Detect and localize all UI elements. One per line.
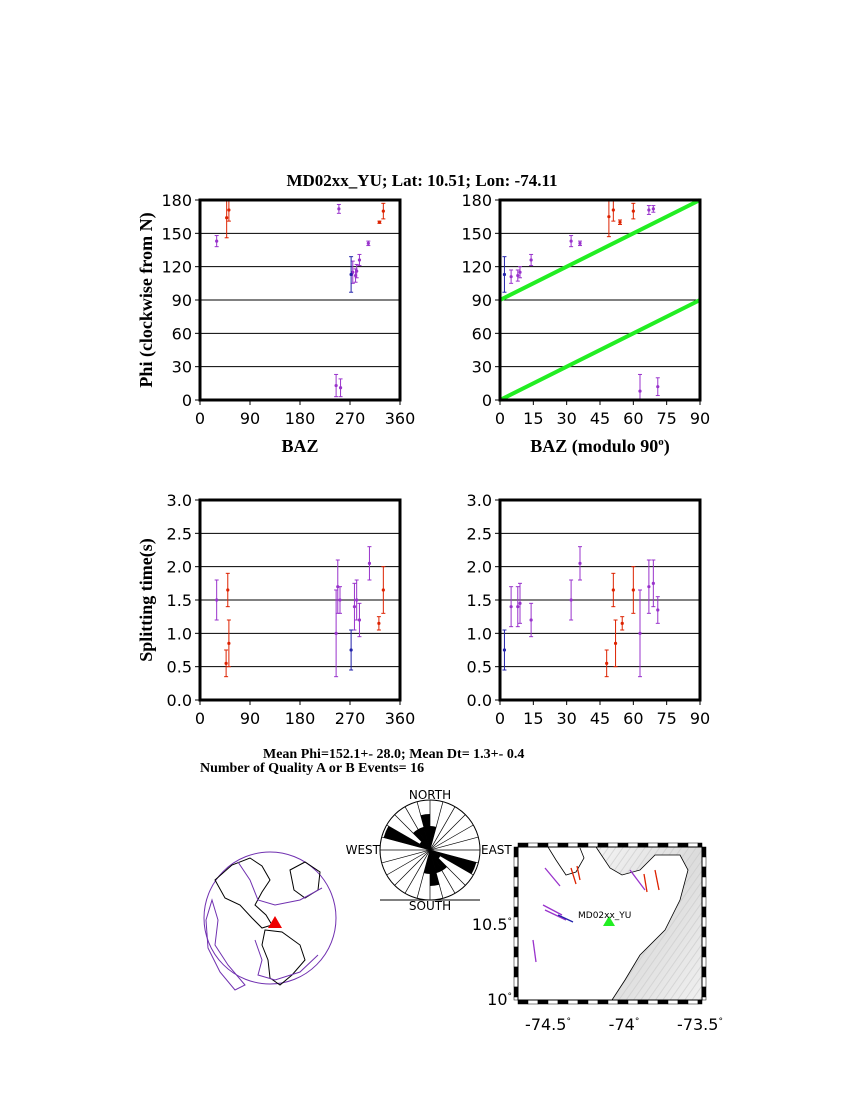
map-border-segment — [648, 843, 658, 847]
map-border-segment — [514, 887, 518, 897]
x-tick-label: 15 — [523, 709, 544, 728]
x-tick-label: 180 — [284, 709, 316, 728]
dt-vs-baz-panel — [167, 491, 416, 728]
data-point — [607, 215, 610, 218]
map-border-segment — [702, 847, 706, 857]
data-point — [226, 588, 229, 591]
y-tick-label: 120 — [461, 257, 492, 277]
data-point — [578, 562, 581, 565]
y-tick-label: 150 — [461, 224, 492, 244]
y-tick-label: 3.0 — [466, 491, 492, 510]
data-point — [632, 210, 635, 213]
map-border-segment — [538, 843, 548, 847]
data-point — [618, 221, 621, 224]
data-point — [638, 390, 641, 393]
data-point — [518, 602, 521, 605]
map-border-segment — [538, 1000, 548, 1004]
map-border-segment — [558, 843, 568, 847]
x-tick-label: 0 — [194, 709, 206, 728]
y-tick-label: 180 — [461, 191, 492, 210]
map-border-segment — [648, 1000, 658, 1004]
y-tick-label: 0 — [481, 391, 492, 410]
data-point — [337, 207, 340, 210]
map-border-segment — [678, 843, 688, 847]
map-border-segment — [608, 843, 618, 847]
map-border-segment — [578, 1000, 588, 1004]
map-border-segment — [702, 957, 706, 967]
y-tick-label: 1.0 — [166, 624, 192, 644]
map-border-segment — [548, 1000, 558, 1004]
x-tick-label: 90 — [689, 709, 711, 728]
map-border-segment — [518, 1000, 528, 1004]
data-point — [350, 648, 353, 651]
x-tick-label: 0 — [494, 709, 506, 728]
x-tick-label: 60 — [623, 409, 644, 428]
data-point — [652, 582, 655, 585]
data-point — [382, 588, 385, 591]
y-tick-label: 180 — [161, 191, 192, 210]
y-tick-label: 60 — [171, 324, 192, 344]
data-point — [510, 605, 513, 608]
data-point — [656, 608, 659, 611]
data-point — [647, 208, 650, 211]
y-tick-label: 90 — [471, 291, 492, 310]
map-border-segment — [702, 867, 706, 877]
data-point — [367, 242, 370, 245]
map-border-segment — [608, 1000, 618, 1004]
map-border-segment — [698, 1000, 702, 1004]
map-border-segment — [702, 897, 706, 907]
map-border-segment — [638, 1000, 648, 1004]
map-border-segment — [568, 843, 578, 847]
data-point — [621, 622, 624, 625]
phi-y-axis-label: Phi (clockwise from N) — [136, 212, 156, 388]
y-tick-label: 0 — [181, 391, 192, 410]
x-tick-label: 0 — [194, 409, 206, 428]
map-border-segment — [514, 997, 518, 1000]
data-point — [225, 216, 228, 219]
map-lat-label-10: 10° — [487, 990, 512, 1009]
map-border-segment — [702, 977, 706, 987]
data-point — [503, 273, 506, 276]
data-point — [516, 605, 519, 608]
data-point — [339, 386, 342, 389]
data-point — [350, 273, 353, 276]
rose-north-label: NORTH — [408, 788, 452, 802]
y-tick-label: 90 — [171, 291, 192, 310]
data-point — [368, 562, 371, 565]
data-point — [612, 588, 615, 591]
baz-modulo-label-superscript: o — [658, 436, 664, 448]
map-border-segment — [514, 937, 518, 947]
data-point — [225, 662, 228, 665]
x-tick-label: 30 — [556, 709, 577, 728]
data-point — [215, 598, 218, 601]
map-border-segment — [688, 843, 698, 847]
globe-map — [204, 852, 336, 990]
x-tick-label: 75 — [656, 709, 677, 728]
baz-modulo-label-text: BAZ (modulo 90 — [530, 436, 659, 456]
map-border-segment — [514, 977, 518, 987]
map-border-segment — [514, 987, 518, 997]
map-station-label: MD02xx_YU — [578, 911, 632, 921]
map-border-segment — [548, 843, 558, 847]
dt-vs-baz-modulo-panel — [467, 491, 711, 728]
map-border-segment — [702, 947, 706, 957]
data-point — [227, 208, 230, 211]
map-border-segment — [702, 917, 706, 927]
data-point — [570, 240, 573, 243]
data-point — [338, 598, 341, 601]
map-border-segment — [514, 897, 518, 907]
map-border-segment — [514, 867, 518, 877]
map-border-segment — [514, 857, 518, 867]
x-tick-label: 180 — [284, 409, 316, 428]
data-point — [647, 585, 650, 588]
map-border-segment — [558, 1000, 568, 1004]
rose-diagram — [346, 788, 513, 913]
data-point — [656, 385, 659, 388]
data-point — [358, 258, 361, 261]
map-border-segment — [702, 937, 706, 947]
map-border-segment — [588, 843, 598, 847]
map-border-segment — [588, 1000, 598, 1004]
data-point — [652, 207, 655, 210]
rose-west-label: WEST — [345, 843, 380, 857]
phi-vs-baz-panel — [161, 191, 415, 428]
x-tick-label: 360 — [384, 409, 416, 428]
data-point — [378, 221, 381, 224]
event-count-text: Number of Quality A or B Events= 16 — [200, 761, 425, 776]
x-tick-label: 15 — [523, 409, 544, 428]
map-border-segment — [514, 927, 518, 937]
map-border-segment — [618, 1000, 628, 1004]
rose-east-label: EAST — [481, 843, 512, 857]
data-point — [516, 274, 519, 277]
data-point — [358, 618, 361, 621]
data-point — [638, 632, 641, 635]
map-border-segment — [514, 847, 518, 857]
y-tick-label: 2.5 — [166, 524, 192, 544]
data-point — [335, 632, 338, 635]
map-border-segment — [514, 947, 518, 957]
map-lat-label-105: 10.5° — [471, 915, 512, 934]
map-border-segment — [598, 843, 608, 847]
map-border-segment — [578, 843, 588, 847]
baz-modulo-x-axis-label — [530, 436, 670, 457]
x-tick-label: 0 — [494, 409, 506, 428]
map-border-segment — [702, 927, 706, 937]
map-border-segment — [658, 843, 668, 847]
y-tick-label: 1.5 — [466, 591, 492, 610]
x-tick-label: 90 — [689, 409, 711, 428]
map-border-segment — [688, 1000, 698, 1004]
data-point — [518, 271, 521, 274]
map-border-segment — [668, 843, 678, 847]
y-tick-label: 1.5 — [166, 591, 192, 610]
map-border-segment — [628, 1000, 638, 1004]
x-tick-label: 30 — [556, 409, 577, 428]
map-border-segment — [518, 843, 528, 847]
map-border-segment — [702, 887, 706, 897]
y-tick-label: 0.0 — [466, 691, 492, 710]
data-point — [215, 240, 218, 243]
map-border-segment — [638, 843, 648, 847]
map-border-segment — [702, 997, 706, 1000]
data-point — [570, 598, 573, 601]
map-border-segment — [658, 1000, 668, 1004]
y-tick-label: 30 — [471, 357, 492, 377]
data-point — [614, 642, 617, 645]
data-point — [353, 605, 356, 608]
data-point — [530, 258, 533, 261]
map-border-segment — [514, 957, 518, 967]
data-point — [530, 618, 533, 621]
x-tick-label: 270 — [334, 709, 366, 728]
map-border-segment — [514, 917, 518, 927]
y-tick-label: 120 — [161, 257, 192, 277]
map-border-segment — [702, 907, 706, 917]
y-tick-label: 0.0 — [166, 691, 192, 710]
x-tick-label: 45 — [589, 709, 611, 728]
x-tick-label: 90 — [239, 709, 261, 728]
baz-modulo-label-close: ) — [663, 436, 670, 456]
y-tick-label: 2.0 — [166, 557, 192, 577]
map-border-segment — [528, 843, 538, 847]
map-border-segment — [598, 1000, 608, 1004]
x-tick-label: 270 — [334, 409, 366, 428]
map-border-segment — [514, 967, 518, 977]
y-tick-label: 0.5 — [166, 657, 192, 677]
y-tick-label: 2.0 — [466, 557, 492, 577]
data-point — [335, 384, 338, 387]
x-tick-label: 60 — [623, 709, 644, 728]
y-tick-label: 0.5 — [466, 657, 492, 677]
map-border-segment — [702, 967, 706, 977]
data-point — [578, 242, 581, 245]
map-border-segment — [514, 877, 518, 887]
map-border-segment — [678, 1000, 688, 1004]
y-tick-label: 1.0 — [466, 624, 492, 644]
baz-x-axis-label: BAZ — [281, 436, 319, 456]
y-tick-label: 60 — [471, 324, 492, 344]
map-border-segment — [618, 843, 628, 847]
x-tick-label: 90 — [239, 409, 261, 428]
y-tick-label: 150 — [161, 224, 192, 244]
data-point — [227, 642, 230, 645]
map-lon-label-74: -74° — [608, 1015, 640, 1034]
map-lon-label-745: -74.5° — [525, 1015, 571, 1034]
y-tick-label: 3.0 — [166, 491, 192, 510]
data-point — [377, 622, 380, 625]
map-lon-label-735: -73.5° — [677, 1015, 723, 1034]
mean-summary-text: Mean Phi=152.1+- 28.0; Mean Dt= 1.3+- 0.4 — [263, 747, 525, 762]
data-point — [510, 275, 513, 278]
x-tick-label: 45 — [589, 409, 611, 428]
data-point — [605, 662, 608, 665]
x-tick-label: 75 — [656, 409, 677, 428]
dt-y-axis-label: Splitting time(s) — [136, 538, 156, 662]
map-border-segment — [568, 1000, 578, 1004]
map-border-segment — [668, 1000, 678, 1004]
rose-south-label: SOUTH — [408, 899, 452, 913]
map-border-segment — [514, 907, 518, 917]
regional-map — [472, 843, 723, 1034]
map-border-segment — [628, 843, 638, 847]
data-point — [503, 648, 506, 651]
map-border-segment — [702, 987, 706, 997]
map-border-segment — [702, 857, 706, 867]
map-border-segment — [528, 1000, 538, 1004]
data-point — [355, 598, 358, 601]
data-point — [355, 270, 358, 273]
map-border-segment — [698, 843, 702, 847]
data-point — [382, 210, 385, 213]
model-line — [500, 300, 700, 400]
map-border-segment — [702, 877, 706, 887]
model-line — [500, 200, 700, 300]
x-tick-label: 360 — [384, 709, 416, 728]
data-point — [612, 208, 615, 211]
figure-title: MD02xx_YU; Lat: 10.51; Lon: -74.11 — [286, 171, 558, 190]
data-point — [632, 588, 635, 591]
y-tick-label: 2.5 — [466, 524, 492, 544]
phi-vs-baz-modulo-panel — [461, 191, 710, 428]
y-tick-label: 30 — [171, 357, 192, 377]
